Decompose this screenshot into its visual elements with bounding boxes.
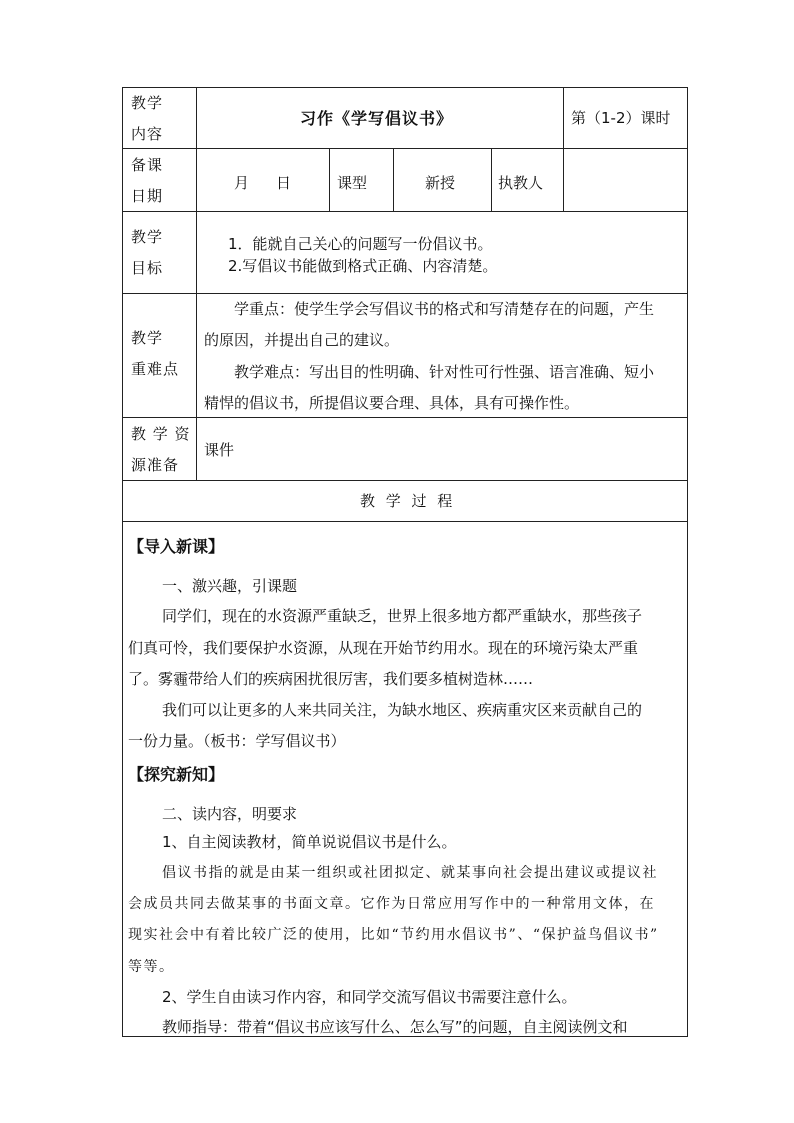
table-line bbox=[491, 148, 492, 212]
table-line bbox=[563, 87, 564, 212]
month-label: 月 bbox=[234, 174, 250, 192]
table-line bbox=[122, 87, 688, 88]
list-item: 2、学生自由读习作内容，和同学交流写倡议书需要注意什么。 bbox=[162, 988, 577, 1006]
period-label: 第（1-2）课时 bbox=[571, 109, 671, 127]
goals-label: 教学 目标 bbox=[131, 228, 164, 277]
table-line bbox=[122, 521, 688, 522]
keypoint-line: 学重点：使学生学会写倡议书的格式和写清楚存在的问题，产生 bbox=[234, 300, 655, 318]
resources-label: 教 学 资 源准备 bbox=[131, 425, 191, 474]
day-label: 日 bbox=[276, 174, 292, 192]
table-line bbox=[393, 148, 394, 212]
lesson-title: 习作《学写倡议书》 bbox=[300, 109, 454, 128]
definition-line: 现实社会中有着比较广泛的使用，比如“节约用水倡议书”、“保护益鸟倡议书” bbox=[128, 927, 659, 943]
table-line bbox=[196, 87, 197, 481]
definition-line: 等等。 bbox=[128, 959, 175, 975]
paragraph-line: 教师指导：带着“倡议书应该写什么、怎么写”的问题，自主阅读例文和 bbox=[162, 1018, 628, 1036]
table-line bbox=[122, 293, 688, 294]
table-line bbox=[122, 211, 688, 212]
goal-line: 2.写倡议书能做到格式正确、内容清楚。 bbox=[228, 257, 498, 275]
paragraph-line: 们真可怜，我们要保护水资源，从现在开始节约用水。现在的环境污染太严重 bbox=[128, 639, 639, 657]
table-line bbox=[122, 417, 688, 418]
process-title: 教 学 过 程 bbox=[360, 492, 456, 510]
definition-line: 会成员共同去做某事的书面文章。它作为日常应用写作中的一种常用文体，在 bbox=[128, 896, 655, 912]
sub-heading: 二、读内容，明要求 bbox=[162, 805, 298, 823]
keypoint-line: 的原因，并提出自己的建议。 bbox=[204, 331, 400, 349]
list-item: 1、自主阅读教材，简单说说倡议书是什么。 bbox=[162, 833, 457, 851]
content-label: 教学 内容 bbox=[131, 94, 164, 143]
type-value: 新授 bbox=[425, 174, 456, 192]
section-heading: 【导入新课】 bbox=[128, 537, 225, 556]
table-line bbox=[122, 480, 688, 481]
paragraph-line: 我们可以让更多的人来共同关注，为缺水地区、疾病重灾区来贡献自己的 bbox=[162, 701, 643, 719]
teacher-label: 执教人 bbox=[498, 174, 544, 192]
paragraph-line: 一份力量。（板书：学写倡议书） bbox=[128, 732, 346, 750]
table-line bbox=[122, 87, 123, 1037]
date-label: 备课 日期 bbox=[131, 156, 164, 205]
paragraph-line: 同学们，现在的水资源严重缺乏，世界上很多地方都严重缺水，那些孩子 bbox=[162, 607, 643, 625]
section-heading: 【探究新知】 bbox=[128, 765, 225, 784]
table-line bbox=[122, 148, 688, 149]
table-line bbox=[329, 148, 330, 212]
keypoint-line: 教学难点：写出目的性明确、针对性可行性强、语言准确、短小 bbox=[234, 363, 655, 381]
table-line bbox=[687, 87, 688, 1037]
keypoint-line: 精悍的倡议书，所提倡议要合理、具体，具有可操作性。 bbox=[204, 394, 580, 412]
definition-line: 倡议书指的就是由某一组织或社团拟定、就某事向社会提出建议或提议社 bbox=[162, 865, 658, 881]
goal-line: 1．能就自己关心的问题写一份倡议书。 bbox=[228, 235, 493, 253]
type-label: 课型 bbox=[337, 174, 368, 192]
resources-value: 课件 bbox=[204, 441, 235, 459]
paragraph-line: 了。雾霾带给人们的疾病困扰很厉害，我们要多植树造林…… bbox=[128, 670, 534, 688]
keypoints-label: 教学 重难点 bbox=[131, 329, 180, 378]
sub-heading: 一、激兴趣，引课题 bbox=[162, 577, 298, 595]
